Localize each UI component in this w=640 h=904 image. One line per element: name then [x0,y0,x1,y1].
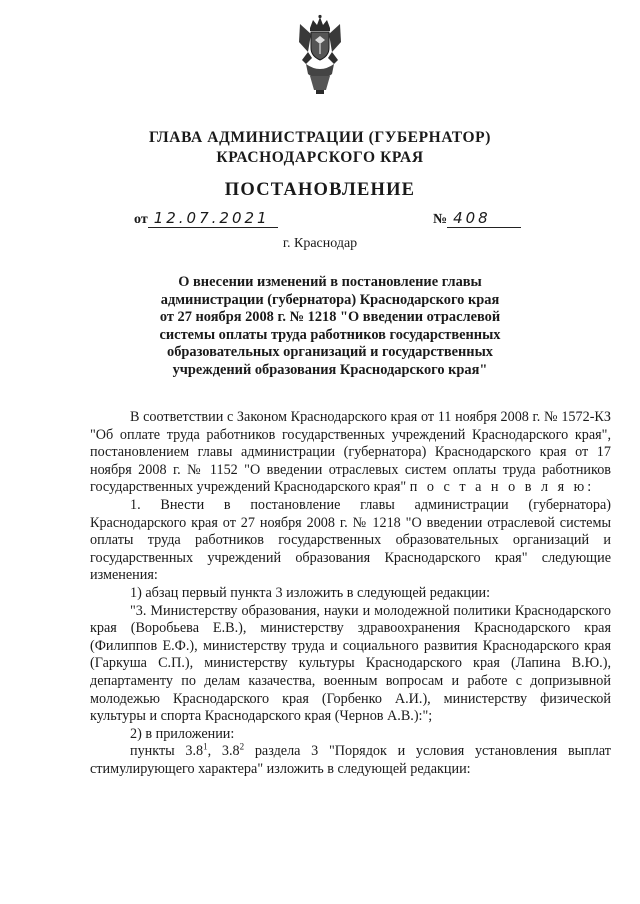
number-value: 408 [447,210,521,228]
authority-line-2: КРАСНОДАРСКОГО КРАЯ [216,149,424,166]
date-value: 12.07.2021 [148,210,278,228]
document-body [90,409,611,778]
date-field [134,210,278,228]
coat-of-arms-icon [296,14,344,96]
title-line: от 27 ноября 2008 г. № 1218 "О введении отраслевой [159,309,501,325]
number-prefix: № [433,212,448,227]
decree-word: п о с т а н о в л я ю: [409,479,595,496]
number-field [433,210,521,228]
body-paragraph-subitem-2: 2) в приложении: [130,725,235,742]
title-line: О внесении изменений в постановление главы [178,274,482,290]
body-paragraph-clauses [90,743,611,778]
title-line: системы оплаты труда работников государственных [159,326,501,343]
clause-sup-1: 1 [203,741,208,752]
clause-sup-2: 2 [239,741,245,752]
authority-line-1: ГЛАВА АДМИНИСТРАЦИИ (ГУБЕРНАТОР) [149,129,491,146]
clause-ref-1: пункты 3.8 [130,743,204,760]
city-line: г. Краснодар [282,236,358,251]
body-paragraph-quoted-clause: "3. Министерству образования, науки и молодежной политики Краснодарского края (Воробьева Е.В.), министерству здравоохранения Краснодарского края (Филиппов Е.Ф.), министерству труда и социального развития Краснодарского края (Гаркуша С.П.), министерству культуры Краснодарского края (Лапина В.Ю.), департаменту по делам казачества, военным вопросам и работе с допризывной молодежью Краснодарского края (Горбенко А.И.), министерству физической культуры и спорта Краснодарского края (Чернов А.В.):"; [90,602,611,725]
body-paragraph-subitem-1: 1) абзац первый пункта 3 изложить в следующей редакции: [130,584,491,601]
title-line: образовательных организаций и государственных [167,344,493,360]
issuing-authority [0,128,640,168]
document-title [150,274,510,379]
body-paragraph-item-1: 1. Внести в постановление главы администрации (губернатора) Краснодарского края от 27 ноября 2008 г. № 1218 "О введении отраслевой системы оплаты труда работников государственных образовательных организаций и государственных учреждений образования Краснодарского края" следующие изменения: [90,496,611,584]
title-line: учреждений образования Краснодарского края" [172,361,488,378]
date-prefix: от [134,212,148,227]
clause-ref-2: , 3.8 [207,743,240,760]
preamble-text: В соответствии с Законом Краснодарского края от 11 ноября 2008 г. № 1572-КЗ "Об оплате труда работников государственных учреждений Краснодарского края", постановлением главы администрации (губернатора) Краснодарского края от 17 ноября 2008 г. № 1152 "О введении отраслевых систем оплаты труда работников государственных учреждений Краснодарского края" [90,409,611,496]
body-paragraph-preamble [90,409,611,497]
clause-text: раздела 3 "Порядок и условия установления выплат стимулирующего характера" изложить в следующей редакции: [90,743,612,777]
document-type: ПОСТАНОВЛЕНИЕ [224,180,416,200]
title-line: администрации (губернатора) Краснодарского края [160,291,500,308]
